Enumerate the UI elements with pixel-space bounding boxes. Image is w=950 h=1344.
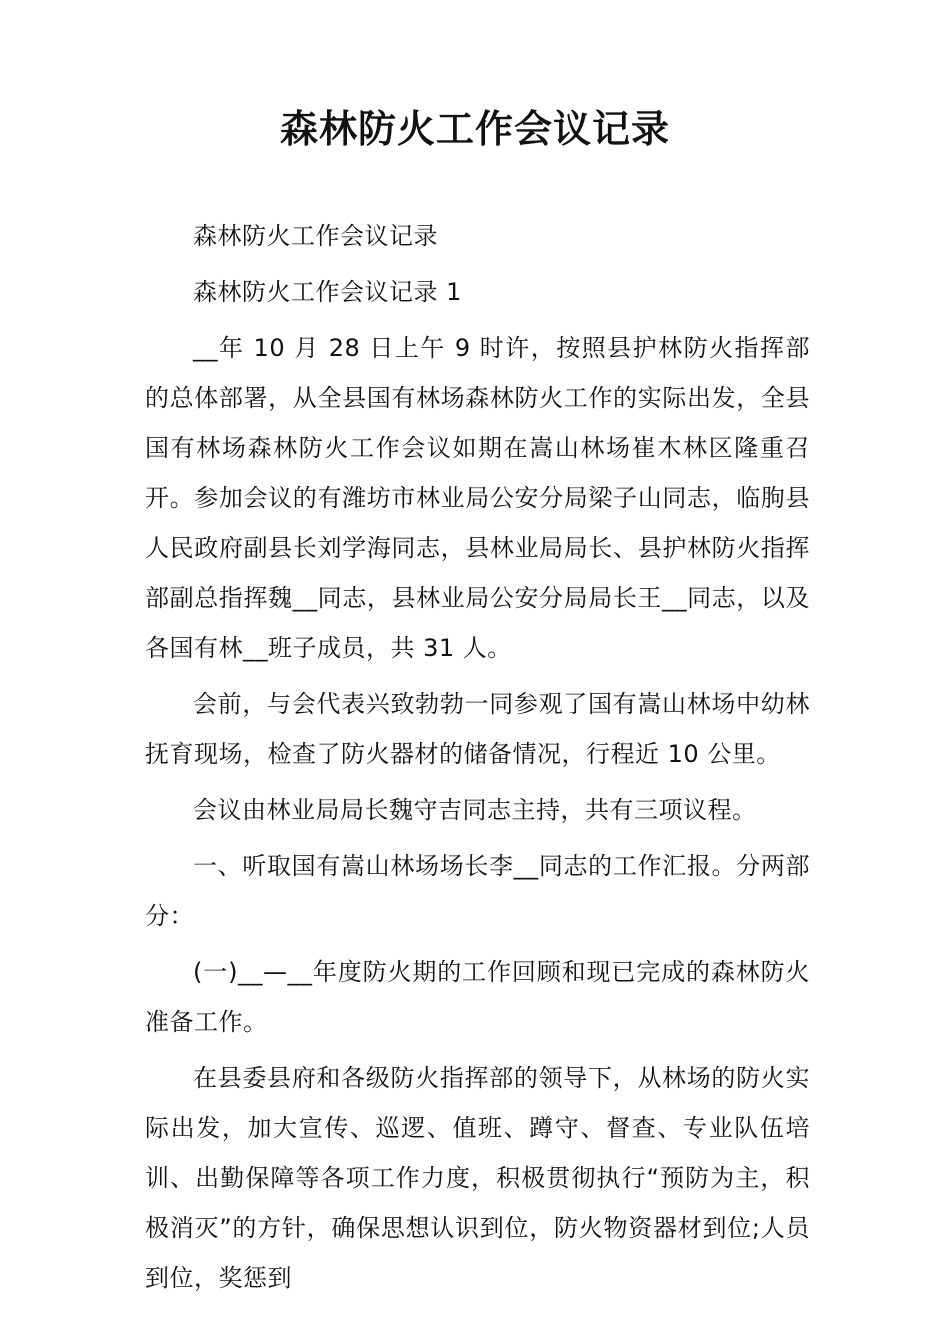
paragraph-site-visit: 会前，与会代表兴致勃勃一同参观了国有嵩山林场中幼林抚育现场，检查了防火器材的储备情况，行程近 10 公里。	[145, 690, 810, 768]
paragraph-agenda: 会议由林业局局长魏守吉同志主持，共有三项议程。	[193, 796, 757, 824]
paragraph-item-one: 一、听取国有嵩山林场场长李__同志的工作汇报。分两部分：	[145, 852, 810, 930]
paragraph-work-review: 在县委县府和各级防火指挥部的领导下，从林场的防火实际出发，加大宣传、巡逻、值班、蹲守、督查、专业队伍培训、出勤保障等各项工作力度，积极贯彻执行“预防为主，积极消灭”的方针，确保思想认识到位，防火物资器材到位;人员到位，奖惩到	[145, 1064, 810, 1292]
document-title: 森林防火工作会议记录	[279, 107, 670, 151]
paragraph-heading: 森林防火工作会议记录	[193, 222, 438, 250]
paragraph-subitem-one: (一)__—__年度防火期的工作回顾和现已完成的森林防火准备工作。	[145, 958, 810, 1036]
document-body	[145, 211, 810, 1303]
paragraph-subheading: 森林防火工作会议记录 1	[193, 278, 462, 306]
paragraph-meeting-overview: __年 10 月 28 日上午 9 时许，按照县护林防火指挥部的总体部署，从全县国有林场森林防火工作的实际出发，全县国有林场森林防火工作会议如期在嵩山林场崔木林区隆重召开。参加会议的有潍坊市林业局公安分局梁子山同志，临朐县人民政府副县长刘学海同志，县林业局局长、县护林防火指挥部副总指挥魏__同志，县林业局公安分局局长王__同志，以及各国有林__班子成员，共 31 人。	[145, 334, 810, 662]
